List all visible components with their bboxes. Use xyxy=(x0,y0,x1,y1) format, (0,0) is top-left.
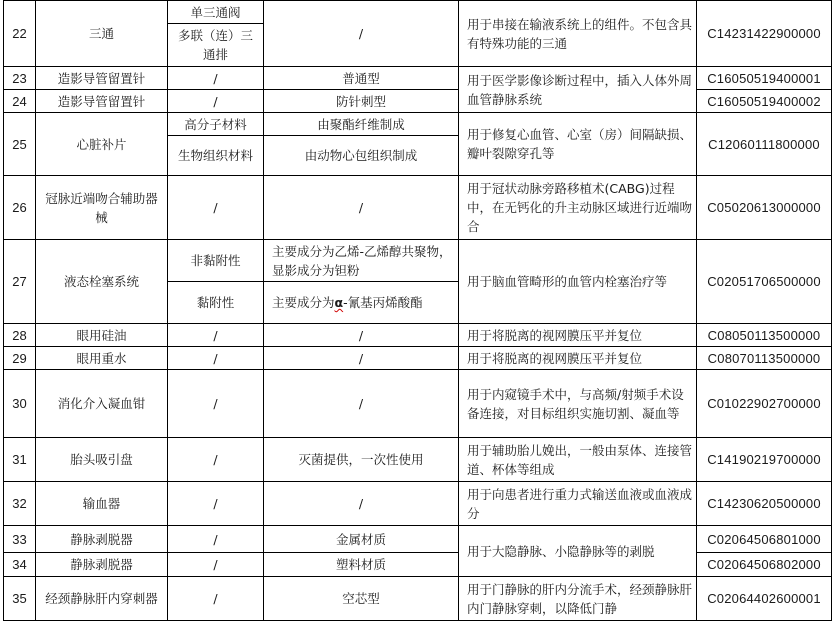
table-row xyxy=(4,370,832,438)
row-number: 35 xyxy=(4,577,36,621)
row-number: 30 xyxy=(4,370,36,438)
subtype: 单三通阀 xyxy=(168,1,264,24)
table-row xyxy=(4,90,832,113)
row-number: 32 xyxy=(4,482,36,526)
product-code: C02064506802000 xyxy=(697,553,832,577)
table-row xyxy=(4,526,832,553)
subtype: / xyxy=(168,67,264,90)
description: 用于串接在输液系统上的组件。不包含具有特殊功能的三通 xyxy=(459,1,697,67)
table-row xyxy=(4,240,832,282)
table-row xyxy=(4,324,832,347)
product-code: C14190219700000 xyxy=(697,438,832,482)
subtype: / xyxy=(168,90,264,113)
description: 用于向患者进行重力式输送血液或血液成分 xyxy=(459,482,697,526)
row-number: 26 xyxy=(4,176,36,240)
table-row xyxy=(4,176,832,240)
description: 用于大隐静脉、小隐静脉等的剥脱 xyxy=(459,526,697,577)
material xyxy=(264,282,459,324)
subtype: / xyxy=(168,577,264,621)
subtype: / xyxy=(168,324,264,347)
description: 用于将脱离的视网膜压平并复位 xyxy=(459,347,697,370)
table-row xyxy=(4,577,832,621)
row-number: 22 xyxy=(4,1,36,67)
product-code: C05020613000000 xyxy=(697,176,832,240)
product-name: 液态栓塞系统 xyxy=(36,240,168,324)
material-text-prefix: 主要成分为 xyxy=(272,295,335,310)
product-name: 造影导管留置针 xyxy=(36,90,168,113)
table-row xyxy=(4,438,832,482)
product-name: 三通 xyxy=(36,1,168,67)
description: 用于将脱离的视网膜压平并复位 xyxy=(459,324,697,347)
product-name: 眼用重水 xyxy=(36,347,168,370)
row-number: 28 xyxy=(4,324,36,347)
product-code: C16050519400002 xyxy=(697,90,832,113)
material: 塑料材质 xyxy=(264,553,459,577)
product-name: 冠脉近端吻合辅助器械 xyxy=(36,176,168,240)
product-code: C02051706500000 xyxy=(697,240,832,324)
product-name: 静脉剥脱器 xyxy=(36,553,168,577)
row-number: 27 xyxy=(4,240,36,324)
subtype: / xyxy=(168,347,264,370)
row-number: 29 xyxy=(4,347,36,370)
product-code: C02064506801000 xyxy=(697,526,832,553)
product-code: C08070113500000 xyxy=(697,347,832,370)
material: 灭菌提供，一次性使用 xyxy=(264,438,459,482)
product-name: 静脉剥脱器 xyxy=(36,526,168,553)
material: 由聚酯纤维制成 xyxy=(264,113,459,136)
description: 用于冠状动脉旁路移植术(CABG)过程中，在无钙化的升主动脉区域进行近端吻合 xyxy=(459,176,697,240)
row-number: 25 xyxy=(4,113,36,176)
row-number: 34 xyxy=(4,553,36,577)
description: 用于医学影像诊断过程中，插入人体外周血管静脉系统 xyxy=(459,67,697,113)
table-row xyxy=(4,67,832,90)
product-code: C08050113500000 xyxy=(697,324,832,347)
subtype: / xyxy=(168,176,264,240)
device-catalog-table xyxy=(3,0,832,621)
material: / xyxy=(264,347,459,370)
product-code: C12060111800000 xyxy=(697,113,832,176)
description: 用于脑血管畸形的血管内栓塞治疗等 xyxy=(459,240,697,324)
subtype: 生物组织材料 xyxy=(168,136,264,176)
subtype: 高分子材料 xyxy=(168,113,264,136)
material: / xyxy=(264,370,459,438)
product-code: C14231422900000 xyxy=(697,1,832,67)
product-name: 胎头吸引盘 xyxy=(36,438,168,482)
material: 空芯型 xyxy=(264,577,459,621)
table-row xyxy=(4,1,832,24)
product-name: 心脏补片 xyxy=(36,113,168,176)
product-name: 经颈静脉肝内穿刺器 xyxy=(36,577,168,621)
material: / xyxy=(264,1,459,67)
material: 金属材质 xyxy=(264,526,459,553)
product-code: C14230620500000 xyxy=(697,482,832,526)
table-row xyxy=(4,553,832,577)
material: / xyxy=(264,176,459,240)
product-name: 眼用硅油 xyxy=(36,324,168,347)
product-code: C02064402600001 xyxy=(697,577,832,621)
row-number: 33 xyxy=(4,526,36,553)
description: 用于门静脉的肝内分流手术，经颈静脉肝内门静脉穿刺，以降低门静 xyxy=(459,577,697,621)
subtype: / xyxy=(168,370,264,438)
row-number: 31 xyxy=(4,438,36,482)
material: 主要成分为乙烯-乙烯醇共聚物，显影成分为钽粉 xyxy=(264,240,459,282)
material: / xyxy=(264,324,459,347)
table-row xyxy=(4,347,832,370)
material: 由动物心包组织制成 xyxy=(264,136,459,176)
subtype: / xyxy=(168,553,264,577)
subtype: 黏附性 xyxy=(168,282,264,324)
product-name: 输血器 xyxy=(36,482,168,526)
product-code: C16050519400001 xyxy=(697,67,832,90)
table-row xyxy=(4,482,832,526)
subtype: 非黏附性 xyxy=(168,240,264,282)
product-name: 造影导管留置针 xyxy=(36,67,168,90)
description: 用于内窥镜手术中，与高频/射频手术设备连接，对目标组织实施切割、凝血等 xyxy=(459,370,697,438)
product-name: 消化介入凝血钳 xyxy=(36,370,168,438)
subtype: / xyxy=(168,482,264,526)
material: / xyxy=(264,482,459,526)
product-code: C01022902700000 xyxy=(697,370,832,438)
material-text-suffix: -氰基丙烯酸酯 xyxy=(343,295,423,310)
subtype: / xyxy=(168,526,264,553)
row-number: 24 xyxy=(4,90,36,113)
table-row xyxy=(4,113,832,136)
material: 防针刺型 xyxy=(264,90,459,113)
subtype: / xyxy=(168,438,264,482)
alpha-symbol: α xyxy=(334,295,344,310)
subtype: 多联（连）三通排 xyxy=(168,24,264,67)
description: 用于辅助胎儿娩出，一般由泵体、连接管道、杯体等组成 xyxy=(459,438,697,482)
row-number: 23 xyxy=(4,67,36,90)
material: 普通型 xyxy=(264,67,459,90)
description: 用于修复心血管、心室（房）间隔缺损、瓣叶裂隙穿孔等 xyxy=(459,113,697,176)
